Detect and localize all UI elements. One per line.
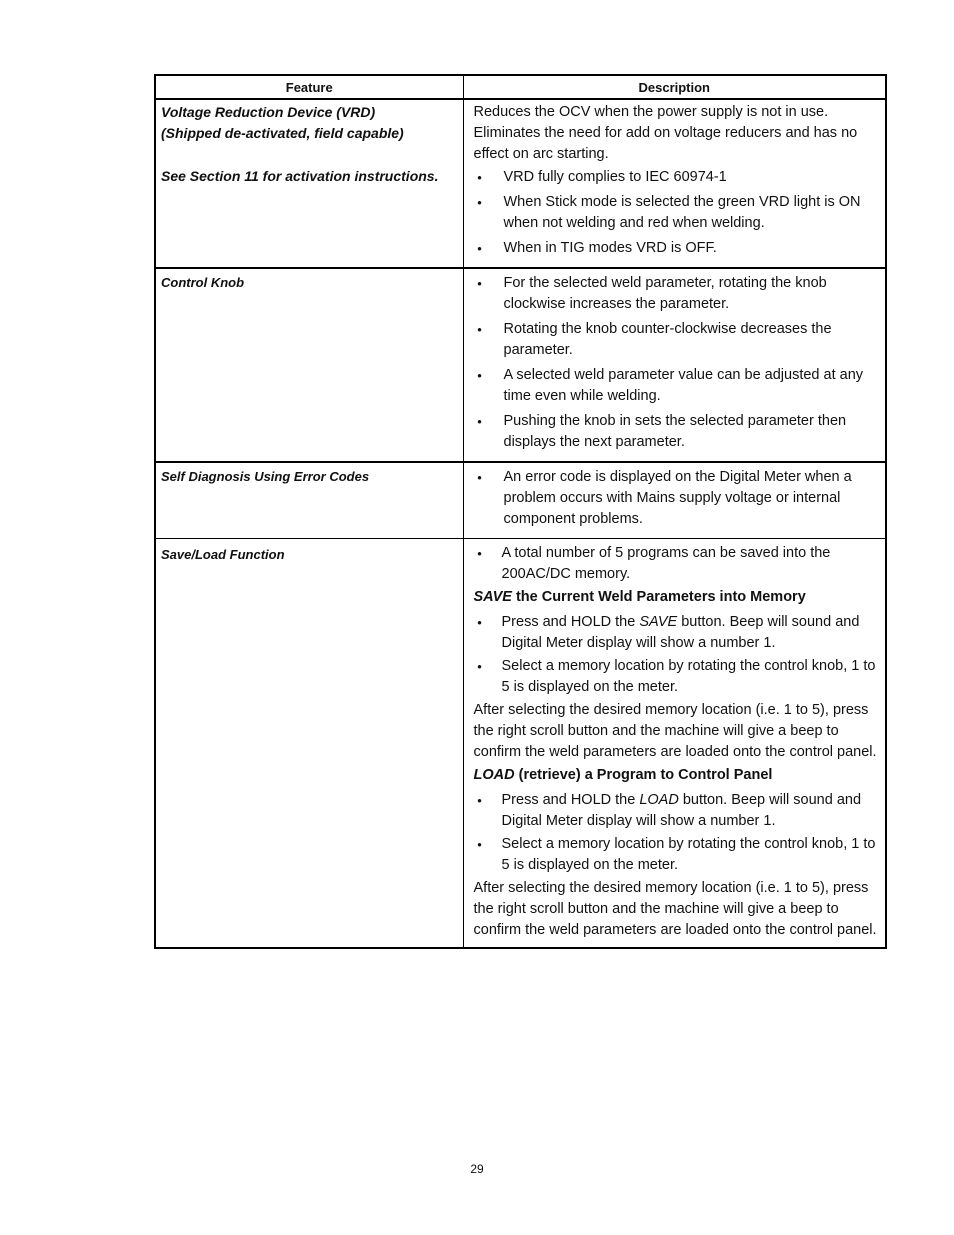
bullet-icon: • (477, 322, 482, 337)
bullet-icon: • (477, 470, 482, 485)
list-item-text: When Stick mode is selected the green VRD light is ON when not welding and red when welding. (503, 194, 861, 231)
table-row-vrd (155, 99, 886, 268)
list-item-text: Pushing the knob in sets the selected parameter then displays the next parameter. (503, 413, 847, 450)
description-cell-control-knob (463, 268, 886, 462)
feature-cell-self-diagnosis (155, 462, 463, 539)
control-knob-bullet-list (474, 273, 880, 453)
list-item-text: Press and HOLD the (501, 614, 640, 630)
save-keyword: SAVE (473, 589, 512, 605)
save-load-intro-list (474, 543, 880, 585)
list-item (474, 238, 880, 259)
table-row-self-diagnosis (155, 462, 886, 539)
list-item-text: Select a memory location by rotating the control knob, 1 to 5 is displayed on the meter. (501, 836, 876, 873)
bullet-icon: • (477, 837, 482, 852)
table-header-row (155, 75, 886, 99)
save-button-label: SAVE (639, 614, 678, 630)
load-keyword: LOAD (473, 767, 515, 783)
save-steps-list (474, 612, 880, 698)
load-button-label: LOAD (639, 792, 679, 808)
table-row-save-load (155, 539, 886, 949)
bullet-icon: • (477, 276, 482, 291)
list-item (474, 319, 880, 361)
bullet-icon: • (477, 546, 482, 561)
description-cell-vrd (463, 99, 886, 268)
list-item-text: button. Beep will sound and Digital Meter display will show a number 1. (501, 792, 862, 829)
feature-column-header: Feature (155, 75, 463, 99)
list-item (474, 192, 880, 234)
vrd-feature-subtitle: (Shipped de-activated, field capable) (161, 125, 404, 141)
list-item-text: When in TIG modes VRD is OFF. (503, 240, 717, 256)
bullet-icon: • (477, 414, 482, 429)
description-cell-save-load (463, 539, 886, 949)
load-confirm-paragraph: After selecting the desired memory location (i.e. 1 to 5), press the right scroll button and the machine will give a beep to confirm the weld parameters are loaded onto the control panel. (473, 880, 877, 938)
list-item (474, 656, 880, 698)
list-item (474, 612, 880, 654)
list-item (474, 543, 880, 585)
save-confirm-paragraph: After selecting the desired memory location (i.e. 1 to 5), press the right scroll button and the machine will give a beep to confirm the weld parameters are loaded onto the control panel. (473, 702, 877, 760)
list-item-text: An error code is displayed on the Digital Meter when a problem occurs with Mains supply voltage or internal component problems. (503, 469, 852, 527)
load-steps-list (474, 790, 880, 876)
bullet-icon: • (477, 615, 482, 630)
self-diagnosis-feature-title: Self Diagnosis Using Error Codes (161, 469, 370, 484)
list-item-text: Rotating the knob counter-clockwise decreases the parameter. (503, 321, 832, 358)
feature-cell-save-load (155, 539, 463, 949)
table-row-control-knob (155, 268, 886, 462)
vrd-bullet-list (474, 167, 880, 259)
bullet-icon: • (477, 368, 482, 383)
feature-description-table (154, 74, 887, 949)
bullet-icon: • (477, 793, 482, 808)
list-item (474, 167, 880, 188)
save-section-heading (474, 587, 880, 608)
control-knob-feature-title: Control Knob (161, 275, 245, 290)
list-item (474, 411, 880, 453)
list-item (474, 273, 880, 315)
list-item (474, 834, 880, 876)
list-item-text: A total number of 5 programs can be saved into the 200AC/DC memory. (501, 545, 831, 582)
list-item-text: Select a memory location by rotating the control knob, 1 to 5 is displayed on the meter. (501, 658, 876, 695)
list-item-text: For the selected weld parameter, rotating the knob clockwise increases the parameter. (503, 275, 827, 312)
feature-cell-control-knob (155, 268, 463, 462)
load-heading-text: (retrieve) a Program to Control Panel (514, 767, 773, 783)
list-item (474, 467, 880, 530)
self-diagnosis-bullet-list (474, 467, 880, 530)
bullet-icon: • (477, 170, 482, 185)
vrd-intro-text: Reduces the OCV when the power supply is not in use. Eliminates the need for add on voltage reducers and has no effect on arc starting. (473, 104, 858, 162)
list-item-text: VRD fully complies to IEC 60974-1 (503, 169, 727, 185)
bullet-icon: • (477, 241, 482, 256)
vrd-activation-note: See Section 11 for activation instructions. (161, 168, 439, 184)
list-item (474, 365, 880, 407)
list-item-text: Press and HOLD the (501, 792, 640, 808)
bullet-icon: • (477, 659, 482, 674)
save-load-feature-title: Save/Load Function (161, 547, 285, 562)
save-heading-text: the Current Weld Parameters into Memory (511, 589, 806, 605)
description-column-header: Description (463, 75, 886, 99)
feature-cell-vrd (155, 99, 463, 268)
list-item (474, 790, 880, 832)
list-item-text: button. Beep will sound and Digital Meter display will show a number 1. (501, 614, 860, 651)
bullet-icon: • (477, 195, 482, 210)
description-cell-self-diagnosis (463, 462, 886, 539)
load-section-heading (474, 765, 880, 786)
list-item-text: A selected weld parameter value can be adjusted at any time even while welding. (503, 367, 864, 404)
page-number: 29 (470, 1162, 484, 1176)
vrd-feature-title: Voltage Reduction Device (VRD) (161, 104, 376, 120)
